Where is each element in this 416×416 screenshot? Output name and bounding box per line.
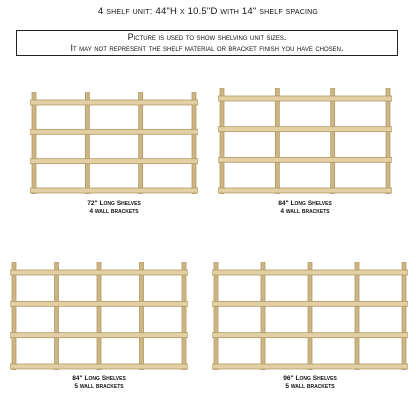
shelf-board: [10, 333, 188, 338]
caption-unit-72: [30, 200, 198, 216]
caption-unit-96: [212, 375, 408, 391]
shelf-unit-84-4-drawing: [218, 88, 392, 194]
caption-unit-96-brackets: 5 wall brackets: [285, 383, 335, 390]
shelf-board: [10, 270, 188, 275]
bracket-post: [182, 262, 186, 370]
shelf-board: [218, 96, 392, 101]
shelf-unit-84-5-drawing: [10, 262, 188, 370]
caption-unit-84-5-brackets: 5 wall brackets: [74, 383, 124, 390]
caption-unit-84-4: [218, 200, 392, 216]
bracket-post: [140, 262, 144, 370]
bracket-post: [85, 92, 89, 194]
bracket-post: [12, 262, 16, 370]
shelf-unit-96-drawing: [212, 262, 408, 370]
shelf-board: [30, 100, 198, 105]
shelf-board: [10, 301, 188, 306]
bracket-post: [275, 88, 279, 194]
shelf-board: [30, 188, 198, 193]
notice-line-2: It may not represent the shelf material or bracket finish you have chosen.: [70, 43, 344, 53]
bracket-post: [139, 92, 143, 194]
shelf-board: [218, 188, 392, 193]
bracket-post: [214, 262, 218, 370]
bracket-post: [386, 88, 390, 194]
shelf-unit-spec: 4 shelf unit: 44"H x 10.5"D with 14" shelf spacing: [97, 6, 319, 17]
shelf-board: [10, 364, 188, 369]
bracket-post: [32, 92, 36, 194]
shelf-unit-84-4: [218, 88, 392, 194]
bracket-post: [220, 88, 224, 194]
bracket-post: [308, 262, 312, 370]
shelf-board: [30, 129, 198, 134]
shelf-unit-72-drawing: [30, 92, 198, 194]
bracket-post: [192, 92, 196, 194]
bracket-post: [331, 88, 335, 194]
caption-unit-84-5-length: 84" Long Shelves: [72, 375, 126, 382]
caption-unit-72-length: 72" Long Shelves: [87, 200, 141, 207]
shelf-unit-84-5: [10, 262, 188, 370]
shelf-unit-72: [30, 92, 198, 194]
bracket-post: [97, 262, 101, 370]
shelf-board: [212, 333, 408, 338]
shelf-board: [212, 301, 408, 306]
shelf-unit-96: [212, 262, 408, 370]
bracket-post: [402, 262, 406, 370]
bracket-post: [55, 262, 59, 370]
shelf-board: [218, 127, 392, 132]
shelf-board: [218, 157, 392, 162]
caption-unit-84-5: [10, 375, 188, 391]
caption-unit-96-length: 96" Long Shelves: [283, 375, 337, 382]
bracket-post: [261, 262, 265, 370]
notice-box: [16, 30, 398, 56]
caption-unit-84-4-brackets: 4 wall brackets: [280, 208, 330, 215]
bracket-post: [355, 262, 359, 370]
notice-line-1: Picture is used to show shelving unit sizes.: [127, 32, 287, 42]
caption-unit-72-brackets: 4 wall brackets: [89, 208, 139, 215]
caption-unit-84-4-length: 84" Long Shelves: [278, 200, 332, 207]
shelf-board: [212, 270, 408, 275]
shelf-board: [30, 159, 198, 164]
shelf-board: [212, 364, 408, 369]
